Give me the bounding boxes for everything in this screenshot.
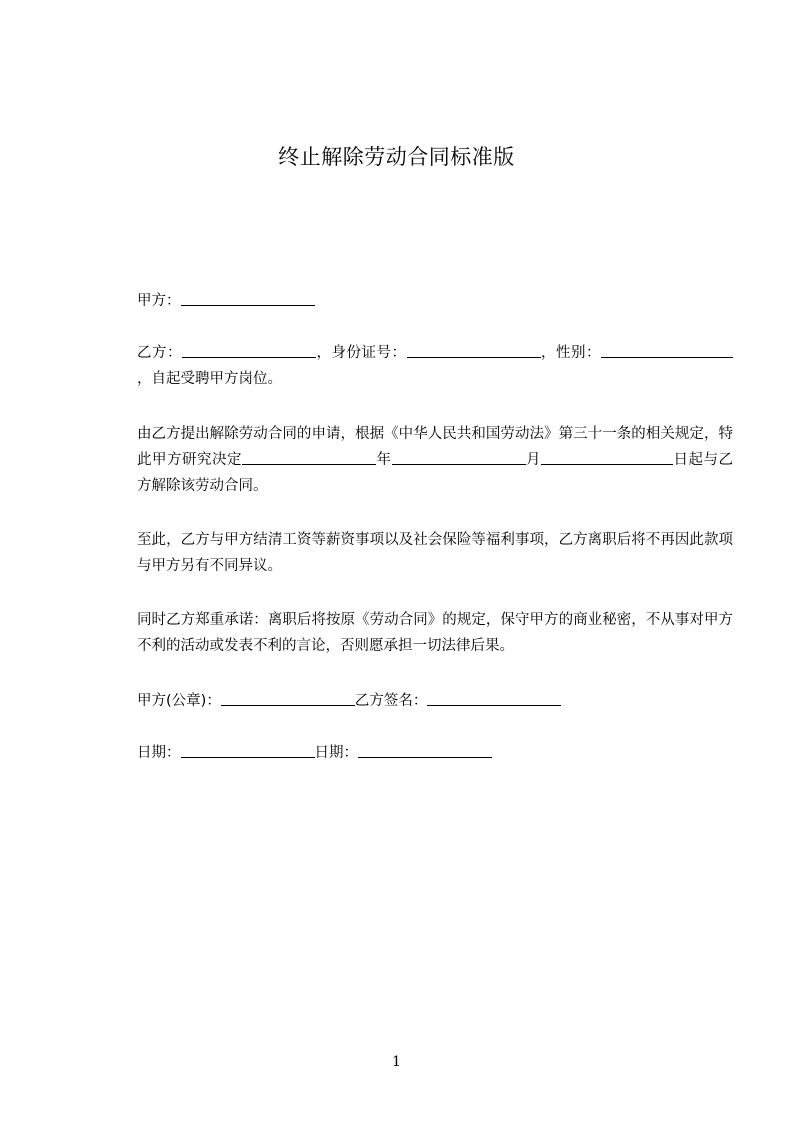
date-line [104, 740, 733, 766]
party-a-seal-label: 甲方(公章)： [137, 693, 221, 709]
year-label: 年 [376, 452, 392, 468]
party-b-line [104, 340, 733, 392]
position-blank[interactable] [681, 342, 733, 358]
party-a-line [104, 288, 733, 314]
year-blank[interactable] [242, 449, 376, 465]
termination-paragraph [104, 421, 733, 499]
month-blank[interactable] [392, 449, 526, 465]
party-a-seal-blank[interactable] [221, 690, 355, 706]
day-blank-2[interactable] [621, 449, 673, 465]
commitment-paragraph [104, 607, 733, 659]
commitment-text: 同时乙方郑重承诺：离职后将按原《劳动合同》的规定，保守甲方的商业秘密，不从事对甲方不利的活动或发表不利的言论，否则愿承担一切法律后果。 [137, 612, 733, 654]
month-label: 月 [525, 452, 541, 468]
document-title: 终止解除劳动合同标准版 [278, 145, 515, 169]
termination-text-2: 日起与乙方解除该劳动合同。 [137, 452, 733, 494]
signature-line [104, 688, 733, 714]
id-number-label: ，身份证号： [316, 345, 407, 361]
date-blank-2[interactable] [358, 742, 492, 758]
page-number: 1 [392, 1054, 401, 1070]
day-blank-1[interactable] [541, 449, 621, 465]
id-number-blank[interactable] [407, 342, 541, 358]
party-b-sign-blank[interactable] [427, 690, 561, 706]
party-b-label: 乙方： [137, 345, 182, 361]
gender-blank[interactable] [601, 342, 681, 358]
date-blank-1[interactable] [181, 742, 315, 758]
party-b-suffix: ，自起受聘甲方岗位。 [137, 371, 282, 387]
party-a-label: 甲方： [137, 293, 181, 309]
party-b-sign-label: 乙方签名： [354, 693, 428, 709]
gender-label: ，性别： [540, 345, 601, 361]
settlement-text: 至此，乙方与甲方结清工资等薪资事项以及社会保险等福利事项，乙方离职后将不再因此款项与甲方另有不同异议。 [137, 532, 733, 574]
date-label-1: 日期： [137, 745, 181, 761]
party-a-blank[interactable] [181, 290, 315, 306]
date-label-2: 日期： [314, 745, 358, 761]
termination-text-1: 由乙方提出解除劳动合同的申请，根据《中华人民共和国劳动法》第三十一条的相关规定，特此甲方研究决定 [137, 426, 733, 468]
party-b-name-blank[interactable] [182, 342, 316, 358]
settlement-paragraph [104, 527, 733, 579]
